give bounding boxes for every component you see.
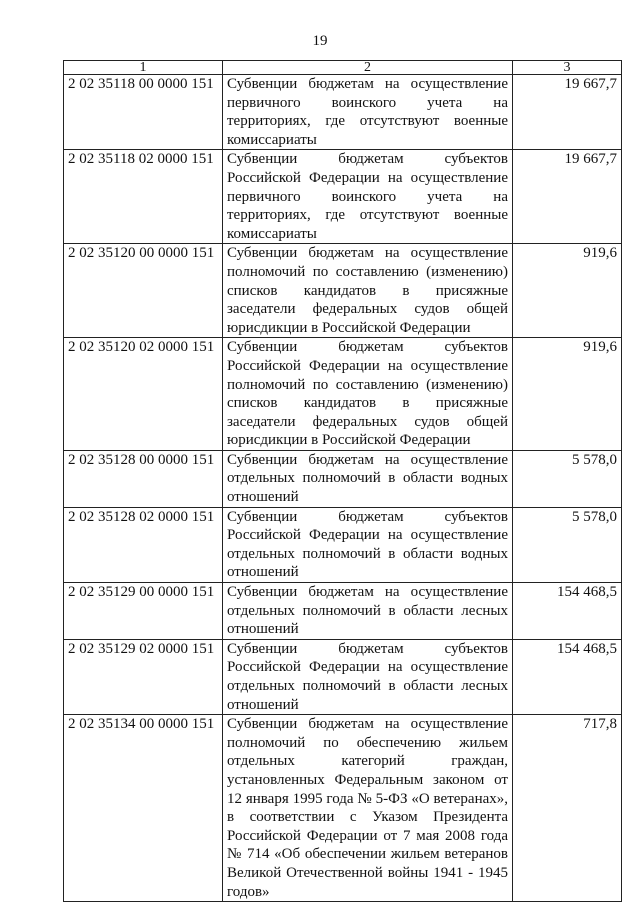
row-name: Субвенции бюджетам субъектов Российской Федерации на осуществление отдельных полномочий в области водных отношений xyxy=(223,507,513,582)
row-name: Субвенции бюджетам на осуществление первичного воинского учета на территориях, где отсутствуют военные комиссариаты xyxy=(223,75,513,150)
table-row xyxy=(64,583,622,640)
table-row xyxy=(64,450,622,507)
table-row xyxy=(64,507,622,582)
row-amount: 19 667,7 xyxy=(513,150,622,244)
header-row xyxy=(64,61,622,75)
row-name: Субвенции бюджетам субъектов Российской Федерации на осуществление полномочий по составлению (изменению) списков кандидатов в присяжные заседатели федеральных судов общей юрисдикции в Российской Федерации xyxy=(223,338,513,451)
row-code: 2 02 35128 02 0000 151 xyxy=(64,507,223,582)
table-row xyxy=(64,639,622,714)
row-name: Субвенции бюджетам на осуществление отдельных полномочий в области водных отношений xyxy=(223,450,513,507)
row-amount: 19 667,7 xyxy=(513,75,622,150)
header-col-amount: 3 xyxy=(513,61,622,75)
row-name: Субвенции бюджетам на осуществление полномочий по обеспечению жильем отдельных категорий граждан, установленных Федеральным законом от 12 января 1995 года № 5-ФЗ «О ветеранах», в соответствии с Указом Президента Российской Федерации от 7 мая 2008 года № 714 «Об обеспечении жильем ветеранов Великой Отечественной войны 1941 - 1945 годов» xyxy=(223,715,513,902)
row-code: 2 02 35128 00 0000 151 xyxy=(64,450,223,507)
row-code: 2 02 35129 02 0000 151 xyxy=(64,639,223,714)
row-code: 2 02 35134 00 0000 151 xyxy=(64,715,223,902)
page-number: 19 xyxy=(312,33,328,49)
row-amount: 919,6 xyxy=(513,338,622,451)
row-name: Субвенции бюджетам субъектов Российской Федерации на осуществление первичного воинского учета на территориях, где отсутствуют военные комиссариаты xyxy=(223,150,513,244)
row-code: 2 02 35118 02 0000 151 xyxy=(64,150,223,244)
header-col-name: 2 xyxy=(223,61,513,75)
row-name: Субвенции бюджетам на осуществление отдельных полномочий в области лесных отношений xyxy=(223,583,513,640)
table-row xyxy=(64,715,622,902)
row-amount: 5 578,0 xyxy=(513,450,622,507)
row-code: 2 02 35120 00 0000 151 xyxy=(64,244,223,338)
row-amount: 154 468,5 xyxy=(513,583,622,640)
table-header xyxy=(64,61,622,75)
row-code: 2 02 35129 00 0000 151 xyxy=(64,583,223,640)
row-name: Субвенции бюджетам на осуществление полномочий по составлению (изменению) списков кандидатов в присяжные заседатели федеральных судов общей юрисдикции в Российской Федерации xyxy=(223,244,513,338)
table-body xyxy=(64,75,622,902)
table-row xyxy=(64,244,622,338)
row-amount: 919,6 xyxy=(513,244,622,338)
row-amount: 154 468,5 xyxy=(513,639,622,714)
row-name: Субвенции бюджетам субъектов Российской Федерации на осуществление отдельных полномочий в области лесных отношений xyxy=(223,639,513,714)
budget-table xyxy=(63,60,622,902)
row-amount: 5 578,0 xyxy=(513,507,622,582)
table-row xyxy=(64,75,622,150)
header-col-code: 1 xyxy=(64,61,223,75)
row-code: 2 02 35120 02 0000 151 xyxy=(64,338,223,451)
table-row xyxy=(64,150,622,244)
row-amount: 717,8 xyxy=(513,715,622,902)
row-code: 2 02 35118 00 0000 151 xyxy=(64,75,223,150)
table-row xyxy=(64,338,622,451)
